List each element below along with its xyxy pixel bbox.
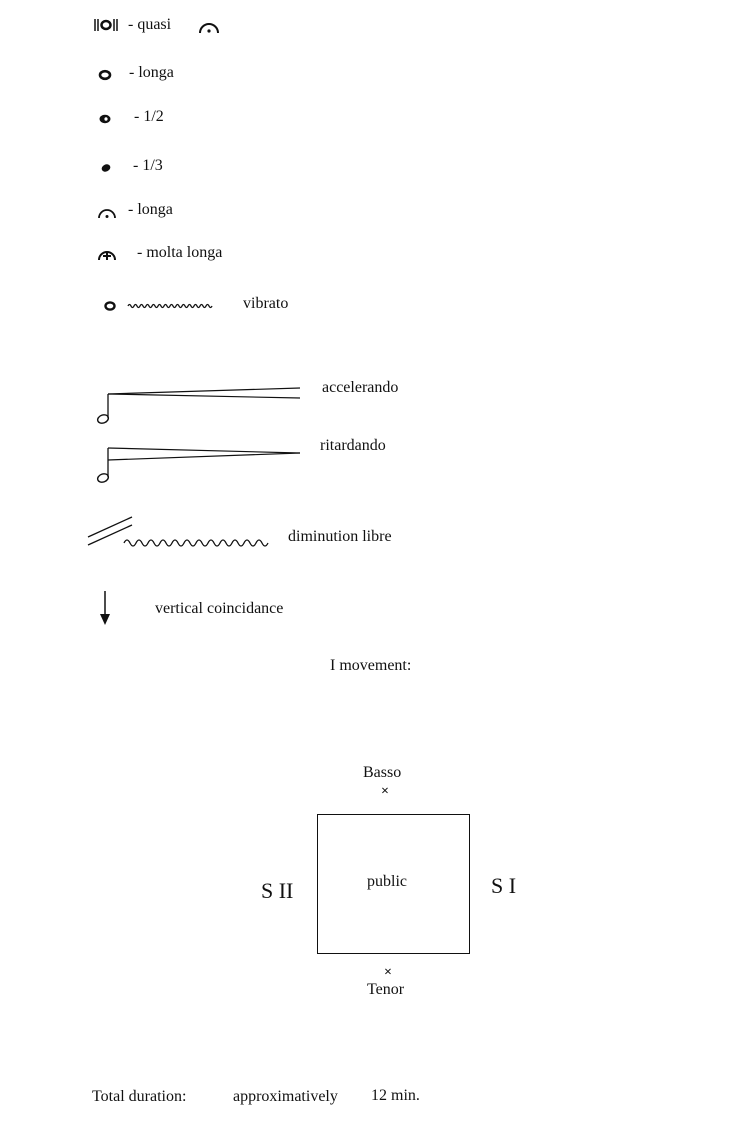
movement-title: I movement: [330,657,412,674]
whole-note-icon [98,70,112,80]
diminution-symbol-icon [86,515,276,549]
legend-vibrato: vibrato [243,295,289,312]
fermata-icon [198,21,220,34]
basso-label: Basso [363,764,402,781]
basso-position-marker: × [381,784,389,799]
accelerando-symbol-icon [94,384,306,426]
soprano-2-label: S II [261,878,294,903]
legend-longa-note: - longa [129,64,174,81]
legend-half: - 1/2 [134,108,164,125]
diminution-label: diminution libre [288,528,392,545]
vertical-coincidance-label: vertical coincidance [155,600,284,617]
tenor-label: Tenor [367,981,405,998]
duration-value: 12 min. [371,1087,420,1104]
filled-note-icon [100,163,112,173]
ritardando-label: ritardando [320,437,386,454]
down-arrow-icon [99,590,111,626]
public-label: public [367,873,407,890]
ritardando-symbol-icon [94,444,306,486]
fermata-small-icon [97,206,117,219]
legend-quasi: - quasi [128,16,172,33]
vibrato-note-icon [104,300,214,312]
half-filled-note-icon [98,114,112,124]
legend-fermata-longa: - longa [128,201,173,218]
tenor-position-marker: × [384,965,392,980]
duration-approx: approximatively [233,1088,338,1105]
breve-note-icon [94,18,118,32]
duration-label: Total duration: [92,1088,187,1105]
soprano-1-label: S I [491,873,517,898]
legend-molta-longa: - molta longa [137,244,223,261]
legend-third: - 1/3 [133,157,163,174]
fermata-plus-icon [97,247,117,261]
accelerando-label: accelerando [322,379,399,396]
